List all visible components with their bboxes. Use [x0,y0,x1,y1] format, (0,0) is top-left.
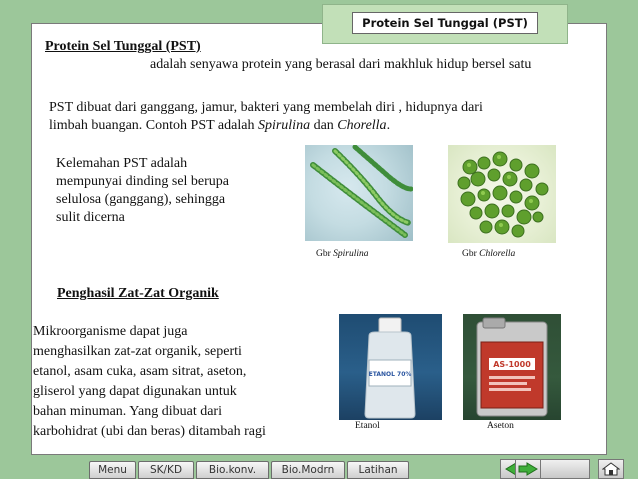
aseton-can-image [463,314,561,420]
etanol-bottle-label: ETANOL 70% [368,371,412,378]
aseton-can-label: AS-1000 [493,360,531,369]
nav-skkd-button[interactable]: SK/KD [138,461,194,479]
pst-heading: Protein Sel Tunggal (PST) [45,39,201,54]
nav-latihan-button[interactable]: Latihan [347,461,409,479]
chlorella-image [448,145,556,243]
bottom-nav [89,461,411,479]
slide-indicator-button[interactable] [540,459,590,479]
organic-line-5: bahan minuman. Yang dibuat dari [33,404,222,419]
caption-spirulina: Gbr Spirulina [316,249,369,259]
caption-chlorella: Gbr Chlorella [462,249,516,259]
nav-menu-button[interactable]: Menu [89,461,136,479]
arrow-right-icon [518,462,538,476]
nav-bio-konv-button[interactable]: Bio.konv. [196,461,269,479]
pst-paragraph-line-1: PST dibuat dari ganggang, jamur, bakteri yang membelah diri , hidupnya dari [49,100,483,115]
pst-weakness-line-2: mempunyai dinding sel berupa [56,174,230,189]
spirulina-image [305,145,413,241]
organic-line-3: etanol, asam cuka, asam sitrat, aseton, [33,364,247,379]
pst-weakness-line-3: selulosa (ganggang), sehingga [56,192,226,207]
pst-paragraph-line-2: limbah buangan. Contoh PST adalah Spirulina dan Chorella. [49,118,391,133]
organic-line-4: gliserol yang dapat digunakan untuk [33,384,237,399]
home-button[interactable] [598,459,624,479]
nav-bio-modrn-button[interactable]: Bio.Modrn [271,461,345,479]
caption-aseton: Aseton [487,421,514,431]
pst-weakness-line-4: sulit dicerna [56,210,125,225]
organic-heading: Penghasil Zat-Zat Organik [57,286,219,301]
slide-title: Protein Sel Tunggal (PST) [352,12,538,34]
pst-definition: adalah senyawa protein yang berasal dari makhluk hidup bersel satu [150,57,532,72]
organic-line-1: Mikroorganisme dapat juga [33,324,188,339]
pst-weakness-line-1: Kelemahan PST adalah [56,156,188,171]
organic-line-6: karbohidrat (ubi dan beras) ditambah ragi [33,424,266,439]
caption-etanol: Etanol [355,421,380,431]
organic-line-2: menghasilkan zat-zat organik, seperti [33,344,242,359]
home-icon [602,462,620,476]
next-slide-button[interactable] [515,459,541,479]
etanol-bottle-image [339,314,442,420]
